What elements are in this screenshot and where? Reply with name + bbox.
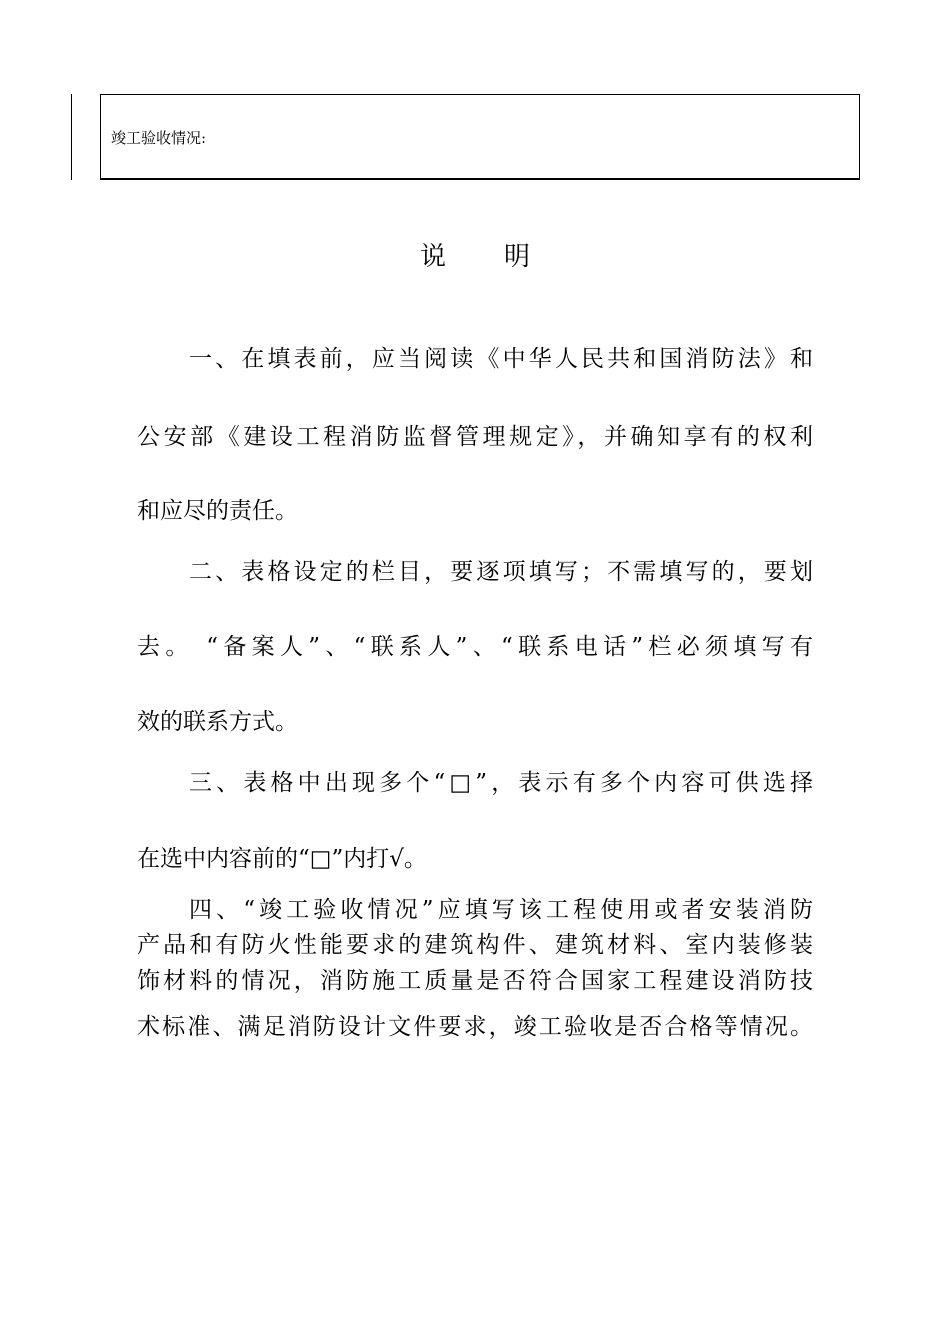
page-title: 说明: [419, 242, 588, 272]
paragraph-4-line-1: 四、“竣工验收情况”应填写该工程使用或者安装消防: [189, 897, 813, 923]
paragraph-4-line-2: 产品和有防火性能要求的建筑构件、建筑材料、室内装修装: [137, 932, 813, 958]
paragraph-2-line-3: 效的联系方式。: [137, 709, 298, 735]
paragraph-1-line-3: 和应尽的责任。: [137, 498, 298, 524]
paragraph-1-line-1: 一、在填表前，应当阅读《中华人民共和国消防法》和: [189, 346, 813, 372]
paragraph-2-line-2: 去。 “备案人”、“联系人”、“联系电话”栏必须填写有: [137, 634, 813, 660]
acceptance-label: 竣工验收情况:: [111, 129, 207, 147]
paragraph-3-line-1: 三、表格中出现多个“□”，表示有多个内容可供选择: [189, 770, 813, 796]
paragraph-4-line-4: 术标准、满足消防设计文件要求，竣工验收是否合格等情况。: [137, 1014, 813, 1040]
paragraph-2-line-1: 二、表格设定的栏目，要逐项填写；不需填写的，要划: [189, 559, 813, 585]
paragraph-4-line-3: 饰材料的情况，消防施工质量是否符合国家工程建设消防技: [137, 968, 813, 994]
acceptance-table: [100, 94, 860, 180]
table-left-rule: [71, 94, 72, 180]
paragraph-1-line-2: 公安部《建设工程消防监督管理规定》，并确知享有的权利: [137, 424, 813, 450]
paragraph-3-line-2: 在选中内容前的“□”内打√。: [137, 846, 427, 872]
